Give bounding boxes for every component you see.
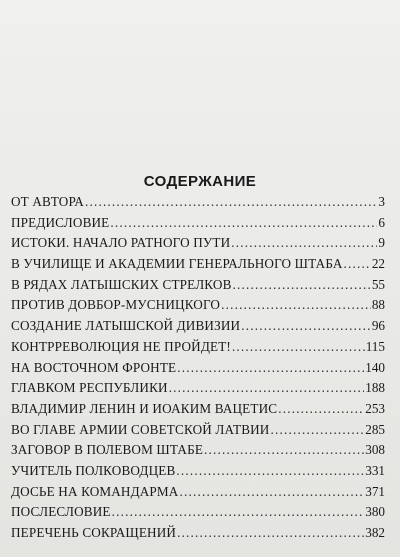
toc-entry-page: 371 [365,483,385,499]
toc-entry [11,233,385,254]
toc-entry [11,213,385,234]
toc-entry-title: ПРОТИВ ДОВБОР-МУСНИЦКОГО [11,297,221,313]
toc-entry [11,295,385,316]
toc-entry-title: ВО ГЛАВЕ АРМИИ СОВЕТСКОЙ ЛАТВИИ [11,421,270,437]
dot-leader [231,233,377,254]
toc-entry-page: 188 [365,380,385,396]
dot-leader [179,482,364,503]
toc-entry-page: 380 [365,504,385,520]
dot-leader [177,358,364,379]
toc-entry-title: НА ВОСТОЧНОМ ФРОНТЕ [11,359,177,375]
toc-entry-page: 115 [365,338,385,354]
toc-entry-title: СОЗДАНИЕ ЛАТЫШСКОЙ ДИВИЗИИ [11,318,241,334]
toc-entry-page: 331 [365,462,385,478]
toc-entry [11,316,385,337]
dot-leader [176,461,364,482]
toc-entry-title: ВЛАДИМИР ЛЕНИН И ИОАКИМ ВАЦЕТИС [11,400,278,416]
toc-entry [11,399,385,420]
toc-entry [11,502,385,523]
toc-entry-page: 88 [371,297,385,313]
table-of-contents [11,192,385,544]
toc-entry [11,461,385,482]
toc-entry-title: ПОСЛЕСЛОВИЕ [11,504,111,520]
toc-entry [11,254,385,275]
toc-entry-title: ПЕРЕЧЕНЬ СОКРАЩЕНИЙ [11,525,177,540]
page-title: СОДЕРЖАНИЕ [143,173,257,190]
dot-leader [169,378,365,399]
toc-entry-page: 253 [365,400,385,416]
toc-entry [11,378,385,399]
toc-entry-title: ИСТОКИ. НАЧАЛО РАТНОГО ПУТИ [11,235,231,251]
toc-entry-page: 3 [378,194,385,209]
toc-entry-title: ПРЕДИСЛОВИЕ [11,214,110,230]
dot-leader [85,192,377,213]
dot-leader [241,316,371,337]
toc-entry-page: 6 [378,214,385,230]
toc-entry [11,192,385,213]
toc-entry-page: 96 [371,318,385,334]
toc-entry-page: 22 [371,256,385,272]
toc-entry-title: ГЛАВКОМ РЕСПУБЛИКИ [11,380,168,396]
toc-entry-title: В РЯДАХ ЛАТЫШСКИХ СТРЕЛКОВ [11,276,232,292]
toc-entry-page: 55 [371,276,385,292]
toc-entry-page: 140 [365,359,385,375]
dot-leader [270,420,364,441]
dot-leader [177,523,364,544]
dot-leader [233,275,371,296]
toc-entry [11,523,385,544]
dot-leader [204,440,364,461]
dot-leader [232,337,365,358]
toc-entry [11,275,385,296]
toc-entry-title: ДОСЬЕ НА КОМАНДАРМА [11,483,179,499]
toc-entry-page: 285 [365,421,385,437]
dot-leader [221,295,371,316]
toc-entry-title: В УЧИЛИЩЕ И АКАДЕМИИ ГЕНЕРАЛЬНОГО ШТАБА [11,256,343,272]
toc-entry-title: ОТ АВТОРА [11,194,84,209]
toc-entry [11,420,385,441]
toc-entry-page: 9 [378,235,385,251]
toc-entry [11,440,385,461]
dot-leader [278,399,364,420]
dot-leader [112,502,365,523]
toc-entry [11,337,385,358]
dot-leader [110,213,377,234]
toc-entry-page: 308 [365,442,385,458]
toc-entry-title: УЧИТЕЛЬ ПОЛКОВОДЦЕВ [11,462,176,478]
toc-entry-title: КОНТРРЕВОЛЮЦИЯ НЕ ПРОЙДЕТ! [11,338,231,354]
toc-entry [11,482,385,503]
toc-entry-title: ЗАГОВОР В ПОЛЕВОМ ШТАБЕ [11,442,204,458]
toc-entry [11,358,385,379]
toc-entry-page: 382 [365,525,385,540]
dot-leader [344,254,371,275]
